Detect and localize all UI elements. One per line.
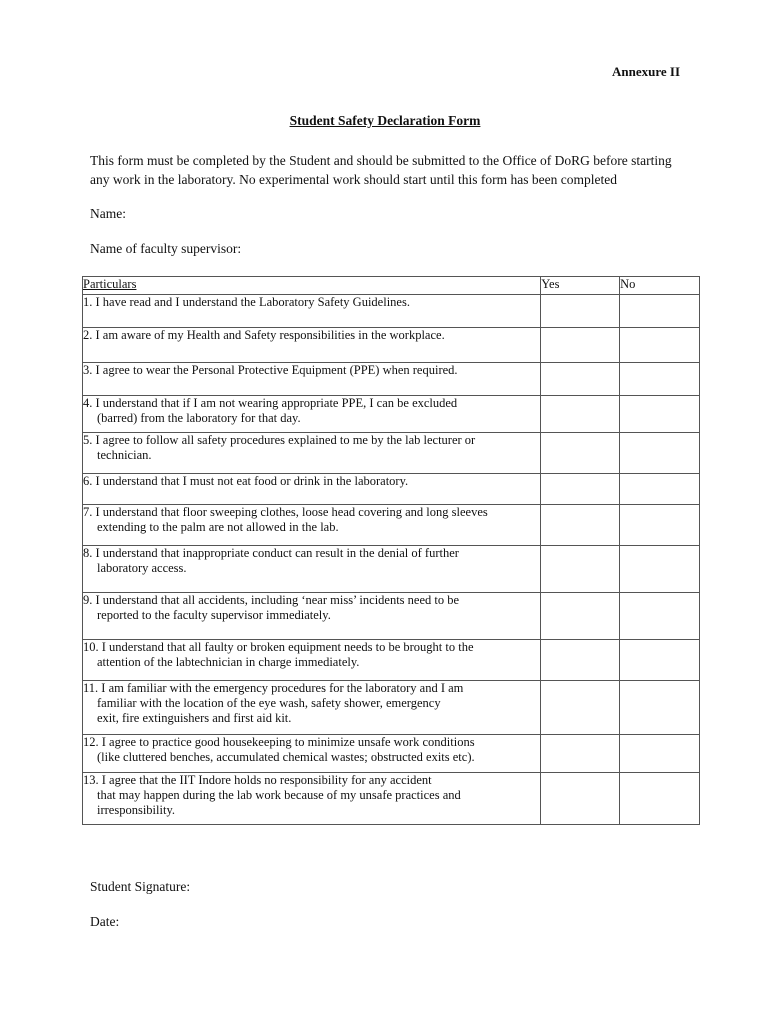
table-row	[83, 505, 700, 546]
no-checkbox-cell[interactable]	[620, 546, 700, 593]
declaration-text: 6. I understand that I must not eat food or drink in the laboratory.	[83, 474, 409, 488]
table-row	[83, 474, 700, 505]
declaration-text-continued: laboratory access.	[97, 561, 187, 575]
yes-header: Yes	[541, 277, 620, 295]
table-row	[83, 773, 700, 825]
yes-checkbox-cell[interactable]	[541, 474, 620, 505]
particulars-header	[83, 277, 541, 295]
yes-checkbox-cell[interactable]	[541, 681, 620, 735]
yes-checkbox-cell[interactable]	[541, 546, 620, 593]
declaration-text-continued: extending to the palm are not allowed in the lab.	[97, 520, 339, 534]
no-checkbox-cell[interactable]	[620, 593, 700, 640]
declaration-text: 7. I understand that floor sweeping clothes, loose head covering and long sleeves	[83, 505, 488, 519]
annexure-label: Annexure II	[612, 64, 681, 79]
date-field-label: Date:	[90, 914, 120, 929]
form-title-container	[0, 112, 770, 130]
no-checkbox-cell[interactable]	[620, 433, 700, 474]
table-row	[83, 640, 700, 681]
particulars-header-label: Particulars	[83, 277, 137, 291]
declaration-item	[83, 396, 541, 433]
yes-checkbox-cell[interactable]	[541, 773, 620, 825]
table-row	[83, 681, 700, 735]
form-title: Student Safety Declaration Form	[289, 113, 481, 128]
signature-field-label: Student Signature:	[90, 879, 191, 894]
yes-checkbox-cell[interactable]	[541, 433, 620, 474]
table-row	[83, 593, 700, 640]
declaration-text: 12. I agree to practice good housekeeping to minimize unsafe work conditions	[83, 735, 475, 749]
yes-checkbox-cell[interactable]	[541, 640, 620, 681]
intro-paragraph	[90, 151, 700, 189]
declaration-item	[83, 474, 541, 505]
table-row	[83, 546, 700, 593]
declaration-text-continued: that may happen during the lab work because of my unsafe practices and	[97, 788, 461, 802]
declaration-item	[83, 433, 541, 474]
declaration-text: 4. I understand that if I am not wearing appropriate PPE, I can be excluded	[83, 396, 458, 410]
declaration-text-continued: technician.	[97, 448, 152, 462]
yes-checkbox-cell[interactable]	[541, 328, 620, 363]
declaration-text: 11. I am familiar with the emergency procedures for the laboratory and I am	[83, 681, 464, 695]
yes-checkbox-cell[interactable]	[541, 505, 620, 546]
declaration-item	[83, 363, 541, 396]
table-row	[83, 433, 700, 474]
no-checkbox-cell[interactable]	[620, 640, 700, 681]
yes-checkbox-cell[interactable]	[541, 363, 620, 396]
table-row	[83, 363, 700, 396]
declaration-text: 2. I am aware of my Health and Safety responsibilities in the workplace.	[83, 328, 445, 342]
table-row	[83, 396, 700, 433]
no-checkbox-cell[interactable]	[620, 735, 700, 773]
yes-checkbox-cell[interactable]	[541, 396, 620, 433]
table-row	[83, 328, 700, 363]
intro-line-1: This form must be completed by the Student and should be submitted to the Office of DoRG before starting	[90, 153, 672, 168]
table-row	[83, 295, 700, 328]
intro-line-2: any work in the laboratory. No experimental work should start until this form has been completed	[90, 172, 617, 187]
declaration-item	[83, 505, 541, 546]
declaration-item	[83, 593, 541, 640]
declaration-item	[83, 773, 541, 825]
supervisor-field-label: Name of faculty supervisor:	[90, 241, 242, 256]
declaration-text: 9. I understand that all accidents, including ‘near miss’ incidents need to be	[83, 593, 460, 607]
no-checkbox-cell[interactable]	[620, 328, 700, 363]
no-checkbox-cell[interactable]	[620, 505, 700, 546]
declaration-item	[83, 640, 541, 681]
declaration-item	[83, 295, 541, 328]
declaration-text-continued: (barred) from the laboratory for that day.	[97, 411, 301, 425]
declaration-text-continued: familiar with the location of the eye wash, safety shower, emergency	[97, 696, 441, 710]
no-checkbox-cell[interactable]	[620, 773, 700, 825]
declaration-text-continued: attention of the labtechnician in charge immediately.	[97, 655, 360, 669]
no-header: No	[620, 277, 700, 295]
declaration-text: 1. I have read and I understand the Laboratory Safety Guidelines.	[83, 295, 410, 309]
declaration-item	[83, 328, 541, 363]
no-checkbox-cell[interactable]	[620, 681, 700, 735]
declaration-item	[83, 735, 541, 773]
declaration-text: 5. I agree to follow all safety procedures explained to me by the lab lecturer or	[83, 433, 476, 447]
declaration-text-continued: reported to the faculty supervisor immediately.	[97, 608, 331, 622]
declaration-text-continued: irresponsibility.	[97, 803, 176, 817]
declaration-item	[83, 546, 541, 593]
declaration-text-continued: (like cluttered benches, accumulated chemical wastes; obstructed exits etc).	[97, 750, 475, 764]
declaration-text: 8. I understand that inappropriate conduct can result in the denial of further	[83, 546, 459, 560]
declaration-table	[82, 276, 700, 825]
declaration-item	[83, 681, 541, 735]
yes-checkbox-cell[interactable]	[541, 593, 620, 640]
no-checkbox-cell[interactable]	[620, 295, 700, 328]
table-row	[83, 735, 700, 773]
table-header-row	[83, 277, 700, 295]
no-checkbox-cell[interactable]	[620, 474, 700, 505]
declaration-text: 10. I understand that all faulty or broken equipment needs to be brought to the	[83, 640, 474, 654]
yes-checkbox-cell[interactable]	[541, 735, 620, 773]
declaration-text-continued: exit, fire extinguishers and first aid kit.	[97, 711, 292, 725]
no-checkbox-cell[interactable]	[620, 363, 700, 396]
declaration-text: 13. I agree that the IIT Indore holds no responsibility for any accident	[83, 773, 432, 787]
name-field-label: Name:	[90, 206, 126, 221]
yes-checkbox-cell[interactable]	[541, 295, 620, 328]
declaration-rows	[83, 295, 700, 825]
no-checkbox-cell[interactable]	[620, 396, 700, 433]
declaration-text: 3. I agree to wear the Personal Protective Equipment (PPE) when required.	[83, 363, 458, 377]
